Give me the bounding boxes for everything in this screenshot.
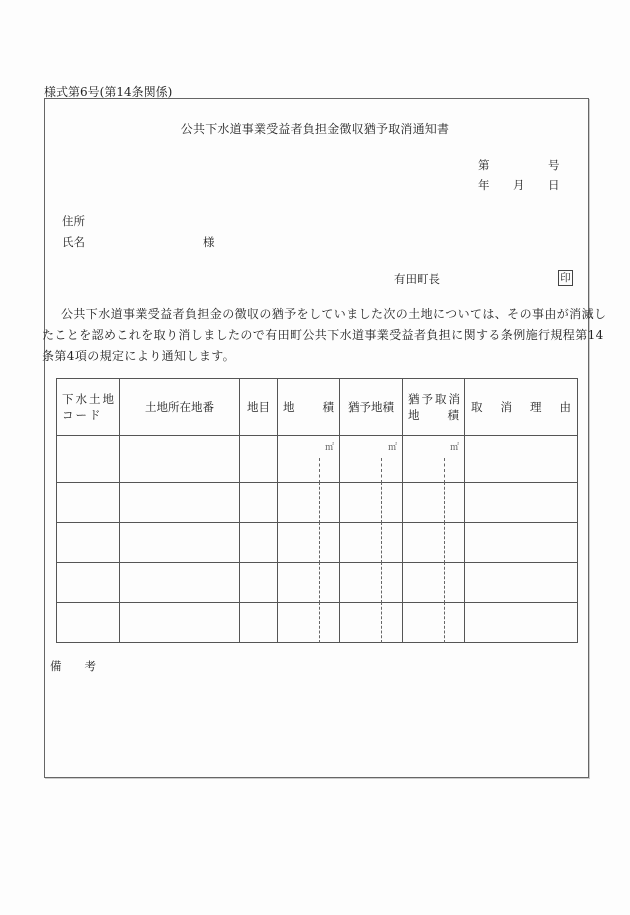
- cell-reason[interactable]: [465, 483, 578, 523]
- number-suffix: 号: [548, 158, 560, 172]
- notice-line-1: 公共下水道事業受益者負担金の徴収の猶予をしていました次の土地については、その事由が消滅し: [61, 307, 607, 321]
- decimal-divider: [381, 562, 382, 603]
- document-title: 公共下水道事業受益者負担金徴収猶予取消通知書: [180, 122, 450, 136]
- decimal-divider: [319, 562, 320, 603]
- table-row: [57, 483, 578, 523]
- date-month: 月: [513, 178, 525, 192]
- date-year: 年: [478, 178, 490, 192]
- seal-mark: 印: [558, 270, 573, 286]
- decimal-divider: [444, 522, 445, 563]
- cell-category[interactable]: [240, 483, 278, 523]
- cell-cancel-area[interactable]: [403, 603, 465, 643]
- header-area: [278, 379, 340, 436]
- decimal-divider: [444, 562, 445, 603]
- header-deferred-area: 猶予地積: [340, 379, 403, 436]
- cell-code[interactable]: [57, 563, 120, 603]
- decimal-divider: [381, 602, 382, 643]
- issuer-title: 有田町長: [394, 272, 440, 286]
- cell-category[interactable]: [240, 523, 278, 563]
- cell-code[interactable]: [57, 483, 120, 523]
- cell-deferred-area[interactable]: [340, 483, 403, 523]
- cell-location[interactable]: [120, 523, 240, 563]
- cell-area[interactable]: [278, 483, 340, 523]
- cell-category[interactable]: [240, 436, 278, 483]
- table-row: [57, 523, 578, 563]
- header-cancel-area-a: 地: [408, 408, 420, 422]
- header-area-b: 積: [322, 400, 334, 414]
- header-reason: [465, 379, 578, 436]
- header-location: 土地所在地番: [120, 379, 240, 436]
- cell-location[interactable]: [120, 603, 240, 643]
- decimal-divider: [319, 522, 320, 563]
- cell-cancel-area[interactable]: [403, 483, 465, 523]
- header-code-line2: コード: [62, 408, 103, 422]
- date-day: 日: [548, 178, 560, 192]
- decimal-divider: [381, 482, 382, 523]
- cell-deferred-area[interactable]: [340, 563, 403, 603]
- cell-deferred-area[interactable]: [340, 436, 403, 483]
- number-prefix: 第: [478, 158, 490, 172]
- cell-code[interactable]: [57, 436, 120, 483]
- decimal-divider: [319, 482, 320, 523]
- decimal-divider: [381, 458, 382, 483]
- decimal-divider: [319, 602, 320, 643]
- header-cancel-area-line1: 猶予取消: [408, 392, 462, 406]
- table-header-row: [57, 379, 578, 436]
- cell-cancel-area[interactable]: [403, 563, 465, 603]
- header-code: [57, 379, 120, 436]
- cell-area[interactable]: [278, 523, 340, 563]
- header-code-line1: 下水土地: [62, 392, 116, 406]
- cell-cancel-area[interactable]: [403, 436, 465, 483]
- header-reason-3: 理: [530, 400, 542, 414]
- cell-location[interactable]: [120, 436, 240, 483]
- cell-reason[interactable]: [465, 603, 578, 643]
- cell-code[interactable]: [57, 523, 120, 563]
- notice-body: [42, 304, 607, 367]
- cell-category[interactable]: [240, 563, 278, 603]
- header-reason-4: 由: [559, 400, 571, 414]
- name-label: 氏名: [62, 235, 85, 249]
- table-row: [57, 563, 578, 603]
- cell-cancel-area[interactable]: [403, 523, 465, 563]
- cell-deferred-area[interactable]: [340, 523, 403, 563]
- decimal-divider: [444, 602, 445, 643]
- notice-line-3: 条第4項の規定により通知します。: [42, 349, 236, 363]
- unit-label: ㎡: [324, 443, 334, 453]
- cell-area[interactable]: [278, 563, 340, 603]
- form-number: 様式第6号(第14条関係): [44, 85, 173, 99]
- cell-area[interactable]: [278, 436, 340, 483]
- header-cancel-area: [403, 379, 465, 436]
- cell-reason[interactable]: [465, 436, 578, 483]
- table-row: [57, 436, 578, 483]
- notice-line-2: たことを認めこれを取り消しましたので有田町公共下水道事業受益者負担に関する条例施行規程第14: [42, 328, 604, 342]
- decimal-divider: [381, 522, 382, 563]
- address-label: 住所: [62, 214, 85, 228]
- header-reason-1: 取: [471, 400, 483, 414]
- unit-label: ㎡: [449, 443, 459, 453]
- cell-category[interactable]: [240, 603, 278, 643]
- remarks-label: 備 考: [50, 659, 96, 673]
- cell-area[interactable]: [278, 603, 340, 643]
- cell-location[interactable]: [120, 563, 240, 603]
- header-cancel-area-b: 積: [447, 408, 459, 422]
- decimal-divider: [444, 482, 445, 523]
- header-category: 地目: [240, 379, 278, 436]
- honorific: 様: [203, 235, 215, 249]
- decimal-divider: [444, 458, 445, 483]
- header-reason-2: 消: [500, 400, 512, 414]
- header-area-a: 地: [283, 400, 295, 414]
- unit-label: ㎡: [387, 443, 397, 453]
- cell-reason[interactable]: [465, 563, 578, 603]
- decimal-divider: [319, 458, 320, 483]
- land-table: [56, 378, 578, 643]
- cell-code[interactable]: [57, 603, 120, 643]
- cell-deferred-area[interactable]: [340, 603, 403, 643]
- cell-location[interactable]: [120, 483, 240, 523]
- cell-reason[interactable]: [465, 523, 578, 563]
- table-row: [57, 603, 578, 643]
